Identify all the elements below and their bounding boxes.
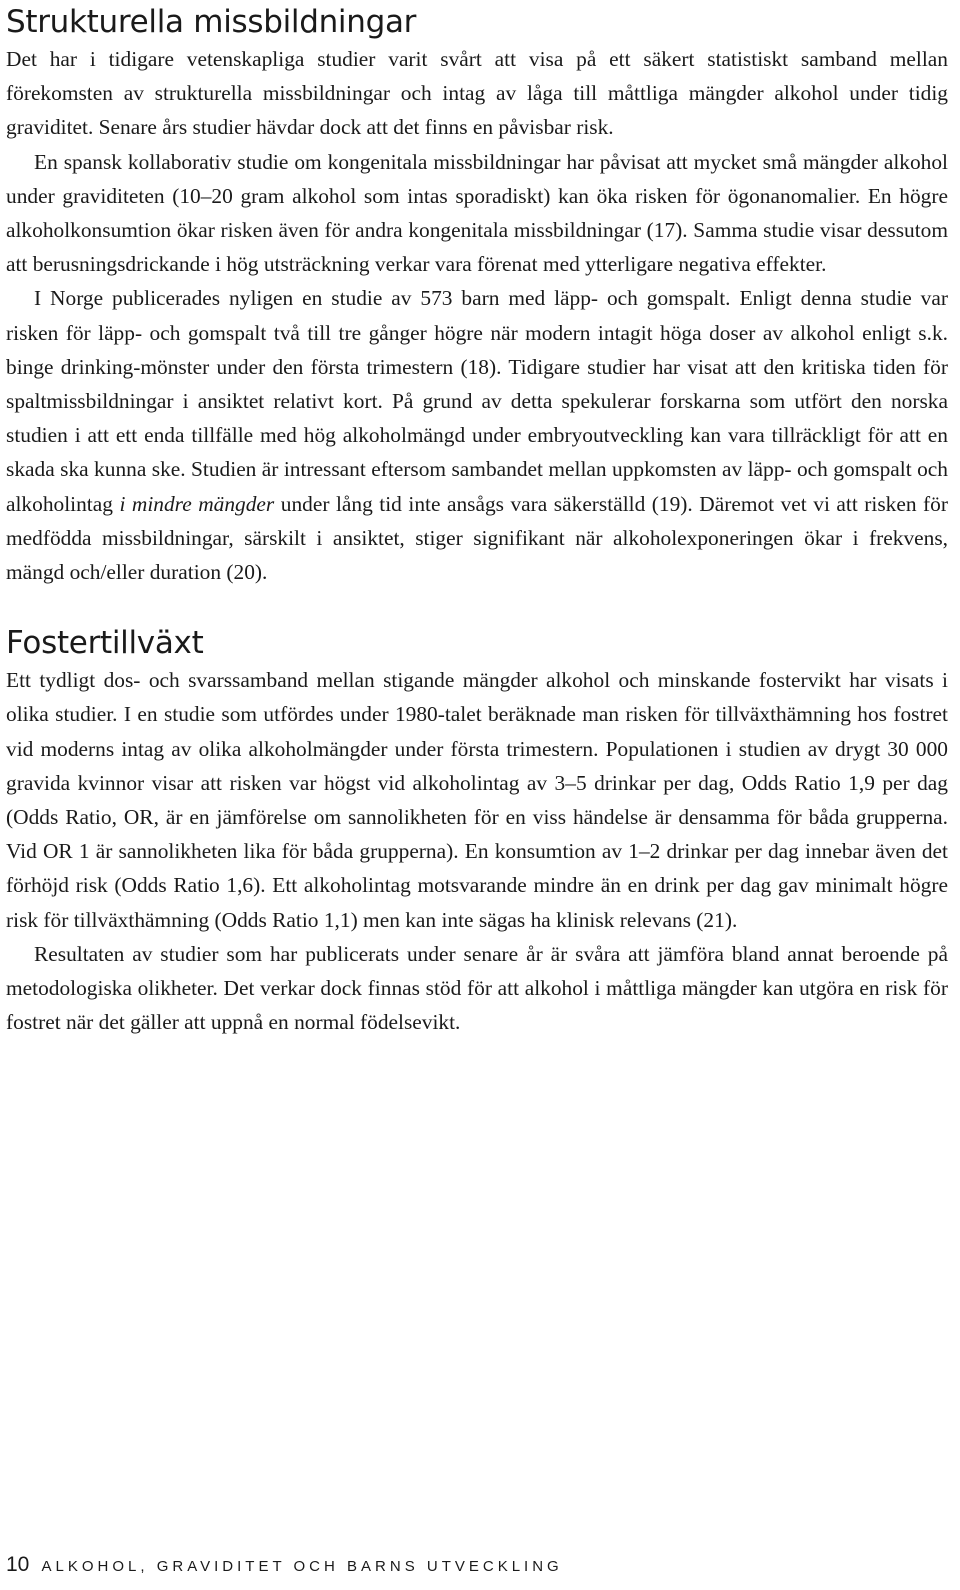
paragraph-spanish-study: En spansk kollaborativ studie om kongenitala missbildningar har påvisat att mycket små mängder alkohol under graviditeten (10–20 gram alkohol som intas sporadiskt) kan öka risken för ögonanomalier. En högre alkoholkonsumtion ökar risken även för andra kongenitala missbildningar (17). Samma studie visar dessutom att berusningsdrickande i hög utsträckning verkar vara förenat med ytterligare negativa effekter. <box>6 149 948 277</box>
paragraph-norway-study-text-2: under lång tid inte ansågs vara säkerställd (19). Däremot vet vi att risken för medfödda missbildningar, särskilt i ansiktet, stiger signifikant när alkoholexponeringen ökar i frekvens, mängd och/eller duration (20). <box>6 491 948 585</box>
paragraph-intro: Det har i tidigare vetenskapliga studier varit svårt att visa på ett säkert statistiskt samband mellan förekomsten av strukturella missbildningar och intag av låga till måttliga mängder alkohol under tidig graviditet. Senare års studier hävdar dock att det finns en påvisbar risk. <box>6 47 948 140</box>
section-heading-strukturella-missbildningar: Strukturella missbildningar <box>6 4 417 40</box>
paragraph-norway-study-text-1: I Norge publicerades nyligen en studie av 573 barn med läpp- och gomspalt. Enligt denna studie var risken för läpp- och gomspalt två till tre gånger högre när modern intagit höga doser av alkohol enligt s.k. binge drinking-mönster under den första trimestern (18). Tidigare studier har visat att den kritiska tiden för spaltmissbildningar i ansiktet relativt kort. På grund av detta spekulerar forskarna som utfört den norska studien i att ett enda tillfälle med hög alkoholmängd under embryoutveckling kan vara tillräckligt för att en skada ska kunna ske. Studien är intressant eftersom sambandet mellan uppkomsten av läpp- och gomspalt och alkoholintag <box>6 286 948 516</box>
paragraph-dose-response: Ett tydligt dos- och svarssamband mellan stigande mängder alkohol och minskande fostervikt har visats i olika studier. I en studie som utfördes under 1980-talet beräknade man risken för tillväxthämning hos fostret vid moderns intag av olika alkoholmängder under första trimestern. Populationen i studien av drygt 30 000 gravida kvinnor visar att risken var högst vid alkoholintag av 3–5 drinkar per dag, Odds Ratio 1,9 per dag (Odds Ratio, OR, är en jämförelse om sannolikheten för en viss händelse är densamma för båda grupperna. Vid OR 1 är sannolikheten lika för båda grupperna). En konsumtion av 1–2 drinkar per dag innebar även det förhöjd risk (Odds Ratio 1,6). Ett alkoholintag motsvarande mindre än en drink per dag gav minimalt högre risk för tillväxthämning (Odds Ratio 1,1) men kan inte sägas ha klinisk relevans (21). <box>6 668 948 932</box>
emphasis-mindre-mangder: i mindre mängder <box>119 491 275 516</box>
paragraph-results: Resultaten av studier som har publicerats under senare år är svåra att jämföra bland annat beroende på metodologiska olikheter. Det verkar dock finnas stöd för att alkohol i måttliga mängder kan utgöra en risk för fostret när det gäller att uppnå en normal födelsevikt. <box>6 941 948 1035</box>
section-heading-fostertillvaxt: Fostertillväxt <box>6 625 204 662</box>
page-number: 10 <box>6 1553 30 1576</box>
page-footer <box>6 1553 563 1577</box>
running-title: ALKOHOL, GRAVIDITET OCH BARNS UTVECKLING <box>41 1558 563 1575</box>
paragraph-norway-study <box>6 281 948 589</box>
document-page <box>6 0 948 1039</box>
